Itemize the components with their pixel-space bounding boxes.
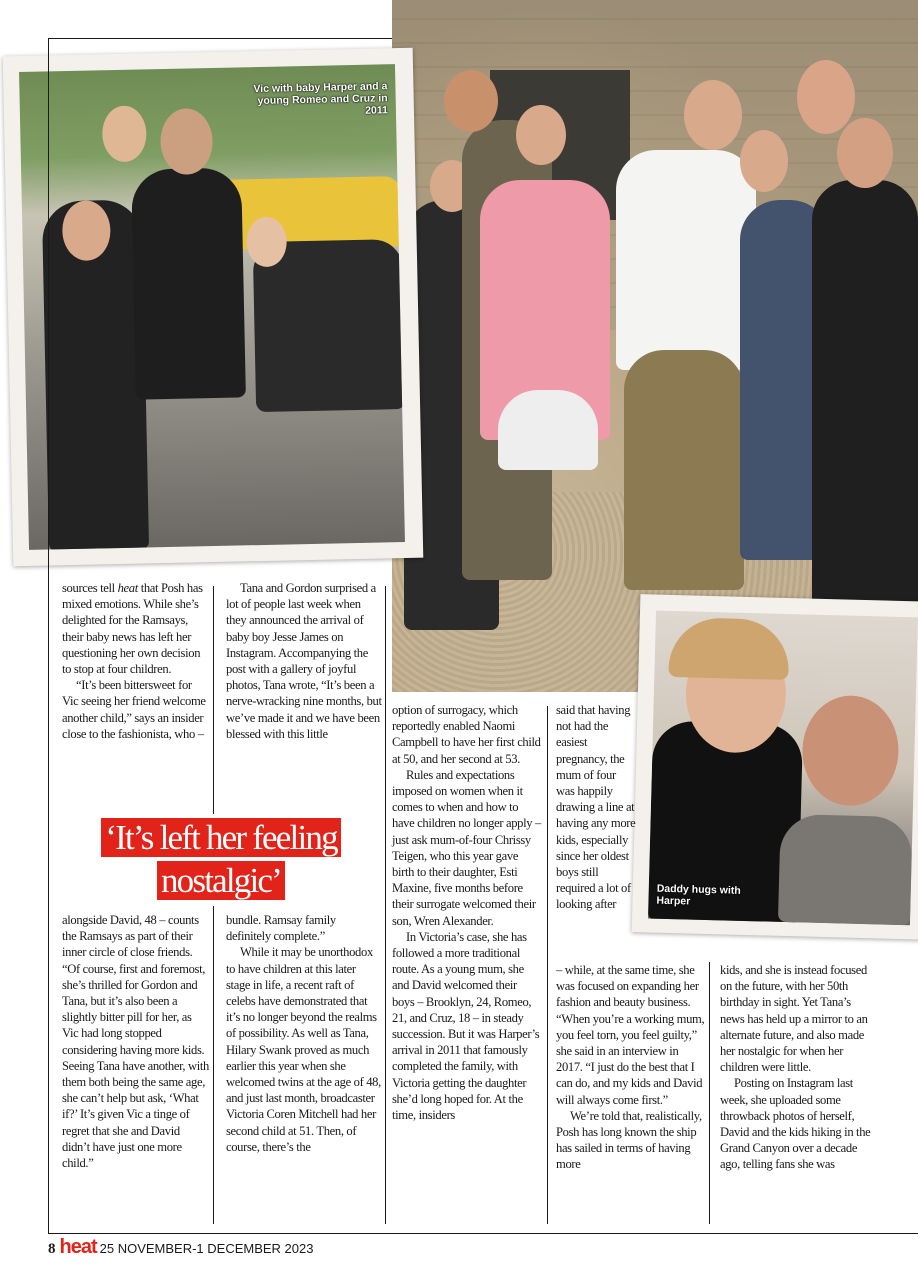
bottom-rule: [48, 1233, 918, 1234]
article-column-2-bottom: [226, 912, 382, 1155]
vic-harper-image: [19, 64, 405, 550]
photo-vic-with-harper: [3, 48, 424, 566]
article-column-1-top: [62, 580, 210, 742]
left-margin-rule: [48, 38, 49, 1234]
daddy-hugs-image: [648, 611, 918, 926]
article-column-5: [720, 962, 878, 1173]
page-number: 8: [48, 1241, 56, 1257]
column-rule: [213, 906, 214, 1224]
pull-quote-text: ‘It’s left her feeling nostalgic’: [101, 818, 341, 900]
magazine-logo: heat: [59, 1236, 97, 1258]
paragraph: kids, and she is instead focused on the future, with her 50th birthday in sight. Yet Tana’s news has held up a mirror to an alternate future, and also made her nostalgic for when her children were little.: [720, 963, 868, 1075]
paragraph: We’re told that, realistically, Posh has long known the ship has sailed in terms of having more: [556, 1108, 702, 1172]
paragraph: bundle. Ramsay family definitely complete.”: [226, 913, 336, 944]
family-group-photo: [392, 0, 918, 692]
article-column-3: [392, 702, 542, 1123]
article-column-4-bottom: [556, 962, 706, 1173]
column-rule: [213, 586, 214, 814]
paragraph: “It’s been bittersweet for Vic seeing her friend welcome another child,” says an insider close to the fashionista, who –: [62, 678, 206, 741]
caption-vic-harper: Vic with baby Harper and a young Romeo and Cruz in 2011: [253, 80, 389, 117]
paragraph: Rules and expectations imposed on women when it comes to when and how to have children no longer apply – just ask mum-of-four Chrissy Teigen, who this year gave birth to their daughter, Esti Maxine, five months before their surrogate welcomed their son, Wren Alexander.: [392, 767, 541, 928]
paragraph: option of surrogacy, which reportedly enabled Naomi Campbell to have her first child at 50, and her second at 53.: [392, 703, 541, 766]
paragraph: alongside David, 48 – counts the Ramsays as part of their inner circle of close friends. “Of course, first and foremost, she’s thrilled for Gordon and Tana, but it’s also been a slightly bitter pill for her, as Vic had long stopped considering having more kids. Seeing Tana have another, with them both being the same age, she can’t help but ask, ‘What if?’ It’s given Vic a tinge of regret that she and David didn’t have just one more child.”: [62, 913, 210, 1171]
article-column-1-bottom: [62, 912, 210, 1171]
issue-date: 25 NOVEMBER-1 DECEMBER 2023: [99, 1241, 314, 1256]
page-folio: [48, 1236, 313, 1259]
paragraph: While it may be unorthodox to have children at this later stage in life, a recent raft of celebs have demonstrated that it’s no longer beyond the realms of possibility. As well as Tana, Hilary Swank proved as much earlier this year when she welcomed twins at the age of 48, and just last month, broadcaster Victoria Coren Mitchell had her second child at 51. Then, of course, there’s the: [226, 945, 381, 1154]
paragraph: In Victoria’s case, she has followed a more traditional route. As a young mum, she and David welcomed their boys – Brooklyn, 24, Romeo, 21, and Cruz, 18 – in steady succession. But it was Harper’s arrival in 2011 that famously completed the family, with Victoria getting the daughter she’d long hoped for. At the time, insiders: [392, 929, 540, 1123]
paragraph: sources tell heat that Posh has mixed emotions. While she’s delighted for the Ramsays, their baby news has left her questioning her own decision to stop at four children.: [62, 581, 203, 677]
column-rule: [385, 712, 386, 1224]
caption-daddy-hugs: Daddy hugs with Harper: [656, 882, 741, 908]
paragraph: – while, at the same time, she was focused on expanding her fashion and beauty business. “When you’re a working mum, you feel torn, you feel guilty,” she said in an interview in 2017. “I just do the best that I can do, and my kids and David will always come first.”: [556, 963, 705, 1107]
paragraph: said that having not had the easiest pregnancy, the mum of four was happily drawing a line at having any more kids, especially since her oldest boys still required a lot of looking after: [556, 703, 636, 912]
top-rule: [48, 38, 392, 39]
article-column-4-top: [556, 702, 636, 913]
paragraph: Posting on Instagram last week, she uploaded some throwback photos of herself, David and the kids hiking in the Grand Canyon over a decade ago, telling fans she was: [720, 1076, 871, 1172]
column-rule: [709, 962, 710, 1224]
article-column-2-top: [226, 580, 382, 742]
column-rule: [547, 706, 548, 1224]
pull-quote: [74, 816, 368, 902]
photo-daddy-hugs-harper: [632, 594, 918, 940]
paragraph: Tana and Gordon surprised a lot of people last week when they announced the arrival of baby boy Jesse James on Instagram. Accompanying the post with a gallery of joyful photos, Tana wrote, “It’s been a nerve-wracking nine months, but we’ve made it and we have been blessed with this little: [226, 581, 382, 741]
